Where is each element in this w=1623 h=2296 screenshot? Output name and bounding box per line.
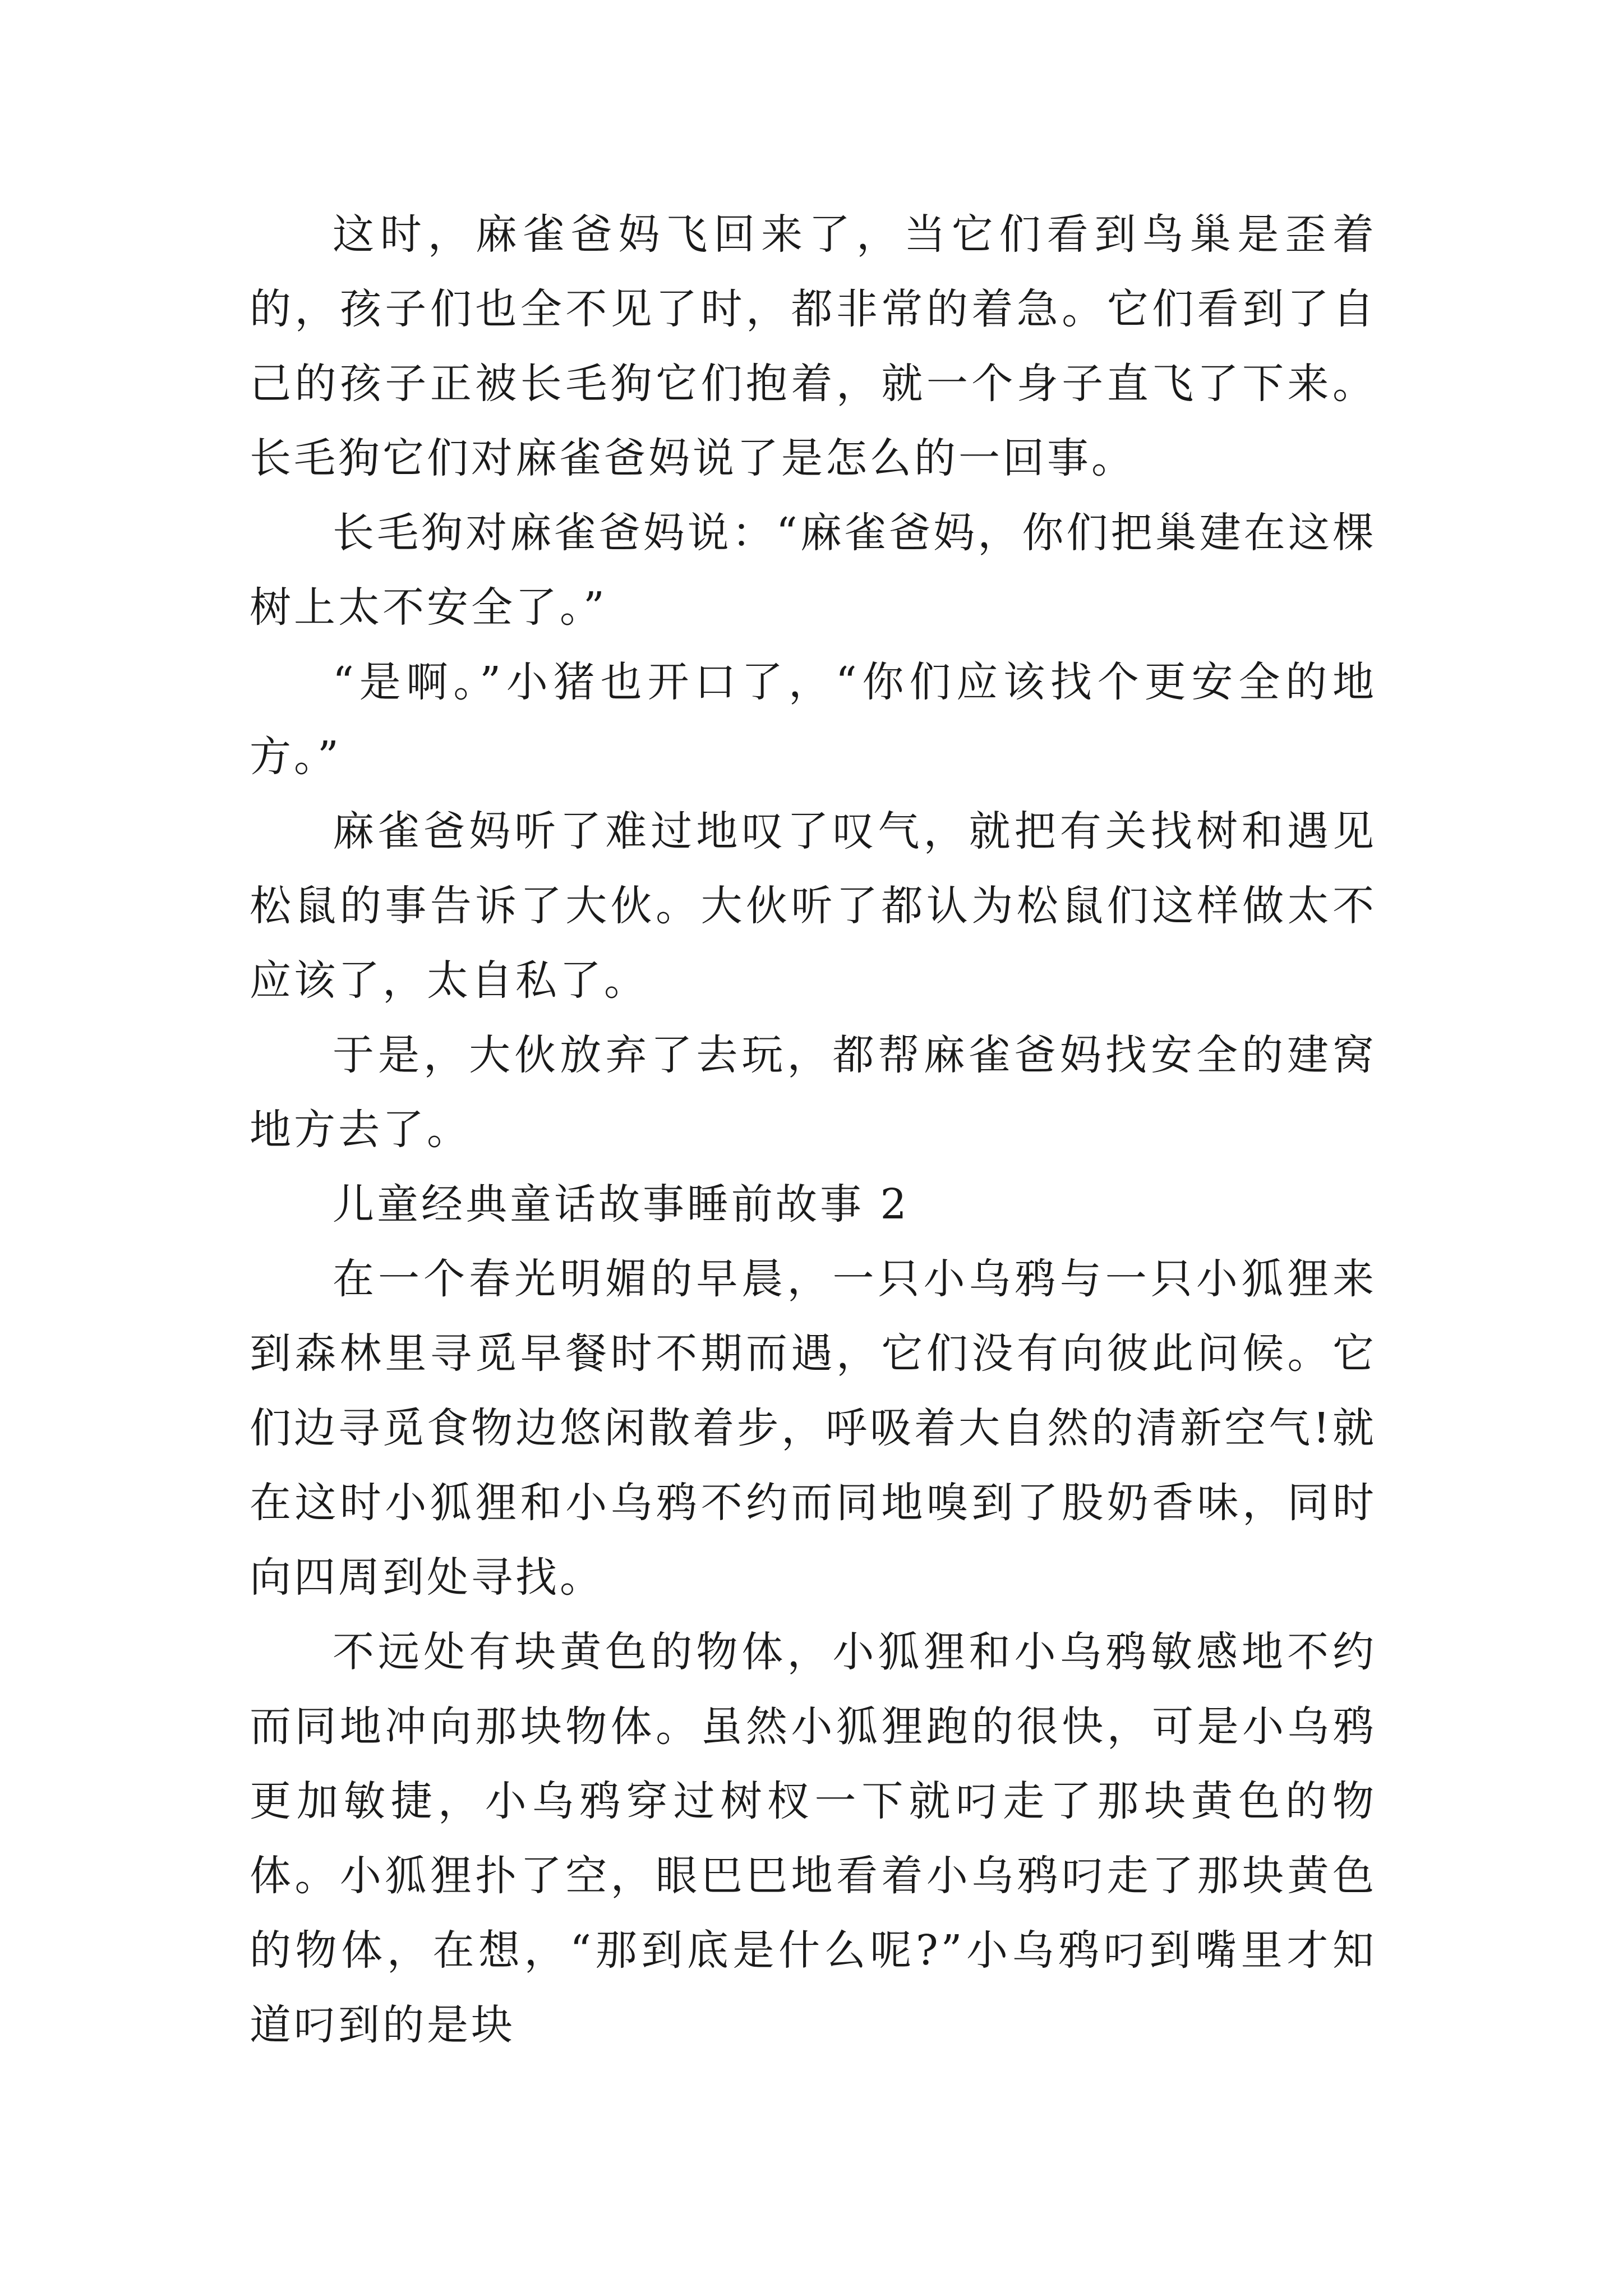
section-heading: 儿童经典童话故事睡前故事 2 <box>333 1180 910 1228</box>
paragraph: 这时，麻雀爸妈飞回来了，当它们看到鸟巢是歪着的，孩子们也全不见了时，都非常的着急。它们看到了自己的孩子正被长毛狗它们抱着，就一个身子直飞了下来。长毛狗它们对麻雀爸妈说了是怎么的一回事。 <box>250 210 1377 482</box>
paragraph: 长毛狗对麻雀爸妈说：“麻雀爸妈，你们把巢建在这棵树上太不安全了。” <box>250 509 1377 632</box>
paragraph: 在一个春光明媚的早晨，一只小乌鸦与一只小狐狸来到森林里寻觅早餐时不期而遇，它们没有向彼此问候。它们边寻觅食物边悠闲散着步，呼吸着大自然的清新空气!就在这时小狐狸和小乌鸦不约而同地嗅到了股奶香味，同时向四周到处寻找。 <box>250 1255 1377 1602</box>
document-body <box>250 197 1377 2063</box>
paragraph: 不远处有块黄色的物体，小狐狸和小乌鸦敏感地不约而同地冲向那块物体。虽然小狐狸跑的很快，可是小乌鸦更加敏捷，小乌鸦穿过树杈一下就叼走了那块黄色的物体。小狐狸扑了空，眼巴巴地看着小乌鸦叼走了那块黄色的物体，在想，“那到底是什么呢?”小乌鸦叼到嘴里才知道叼到的是块 <box>250 1628 1377 2049</box>
paragraph: “是啊。”小猪也开口了，“你们应该找个更安全的地方。” <box>250 658 1377 781</box>
paragraph: 麻雀爸妈听了难过地叹了叹气，就把有关找树和遇见松鼠的事告诉了大伙。大伙听了都认为松鼠们这样做太不应该了，太自私了。 <box>250 807 1377 1005</box>
paragraph: 于是，大伙放弃了去玩，都帮麻雀爸妈找安全的建窝地方去了。 <box>250 1031 1377 1154</box>
